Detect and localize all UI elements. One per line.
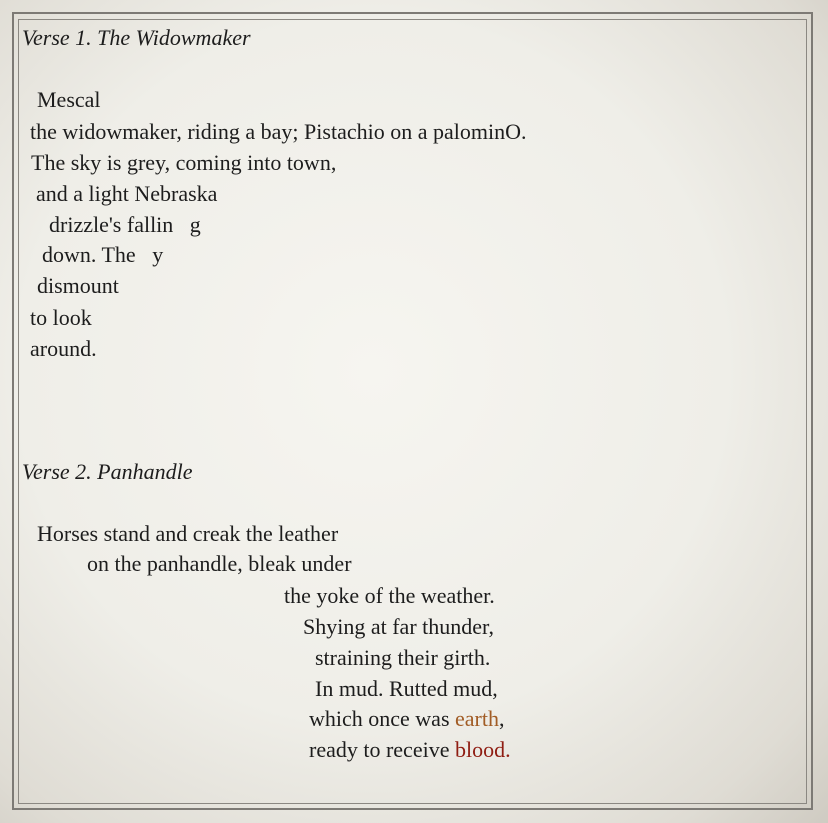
line-text: , bbox=[498, 706, 505, 731]
verse-1-line: around. bbox=[30, 336, 97, 361]
verse-2-line-blood bbox=[309, 737, 511, 763]
verse-1-line: dismount bbox=[37, 273, 119, 298]
highlight-blood: blood. bbox=[454, 737, 511, 762]
verse-1-line: Mescal bbox=[37, 87, 101, 112]
verse-1-line: the widowmaker, riding a bay; Pistachio on a palominO. bbox=[30, 119, 527, 144]
verse-1-line: to look bbox=[30, 305, 92, 330]
verse-2-line: the yoke of the weather. bbox=[284, 583, 495, 608]
verse-1-line: down. The y bbox=[42, 242, 164, 267]
verse-2-line: straining their girth. bbox=[315, 645, 491, 670]
verse-2-line: on the panhandle, bleak under bbox=[87, 551, 352, 576]
verse-1-line: and a light Nebraska bbox=[36, 181, 218, 206]
verse-2-line: Shying at far thunder, bbox=[303, 614, 494, 639]
line-text: ready to receive bbox=[309, 737, 455, 762]
verse-1-title: Verse 1. The Widowmaker bbox=[22, 25, 251, 50]
verse-2-title: Verse 2. Panhandle bbox=[22, 459, 193, 484]
verse-2-line-earth bbox=[309, 706, 504, 732]
highlight-earth: earth bbox=[455, 706, 499, 731]
verse-2-line: Horses stand and creak the leather bbox=[37, 521, 339, 546]
line-text: which once was bbox=[309, 706, 456, 731]
verse-1-line: drizzle's fallin g bbox=[49, 212, 201, 237]
verse-2-line: In mud. Rutted mud, bbox=[315, 676, 498, 701]
verse-1-line: The sky is grey, coming into town, bbox=[31, 150, 337, 175]
